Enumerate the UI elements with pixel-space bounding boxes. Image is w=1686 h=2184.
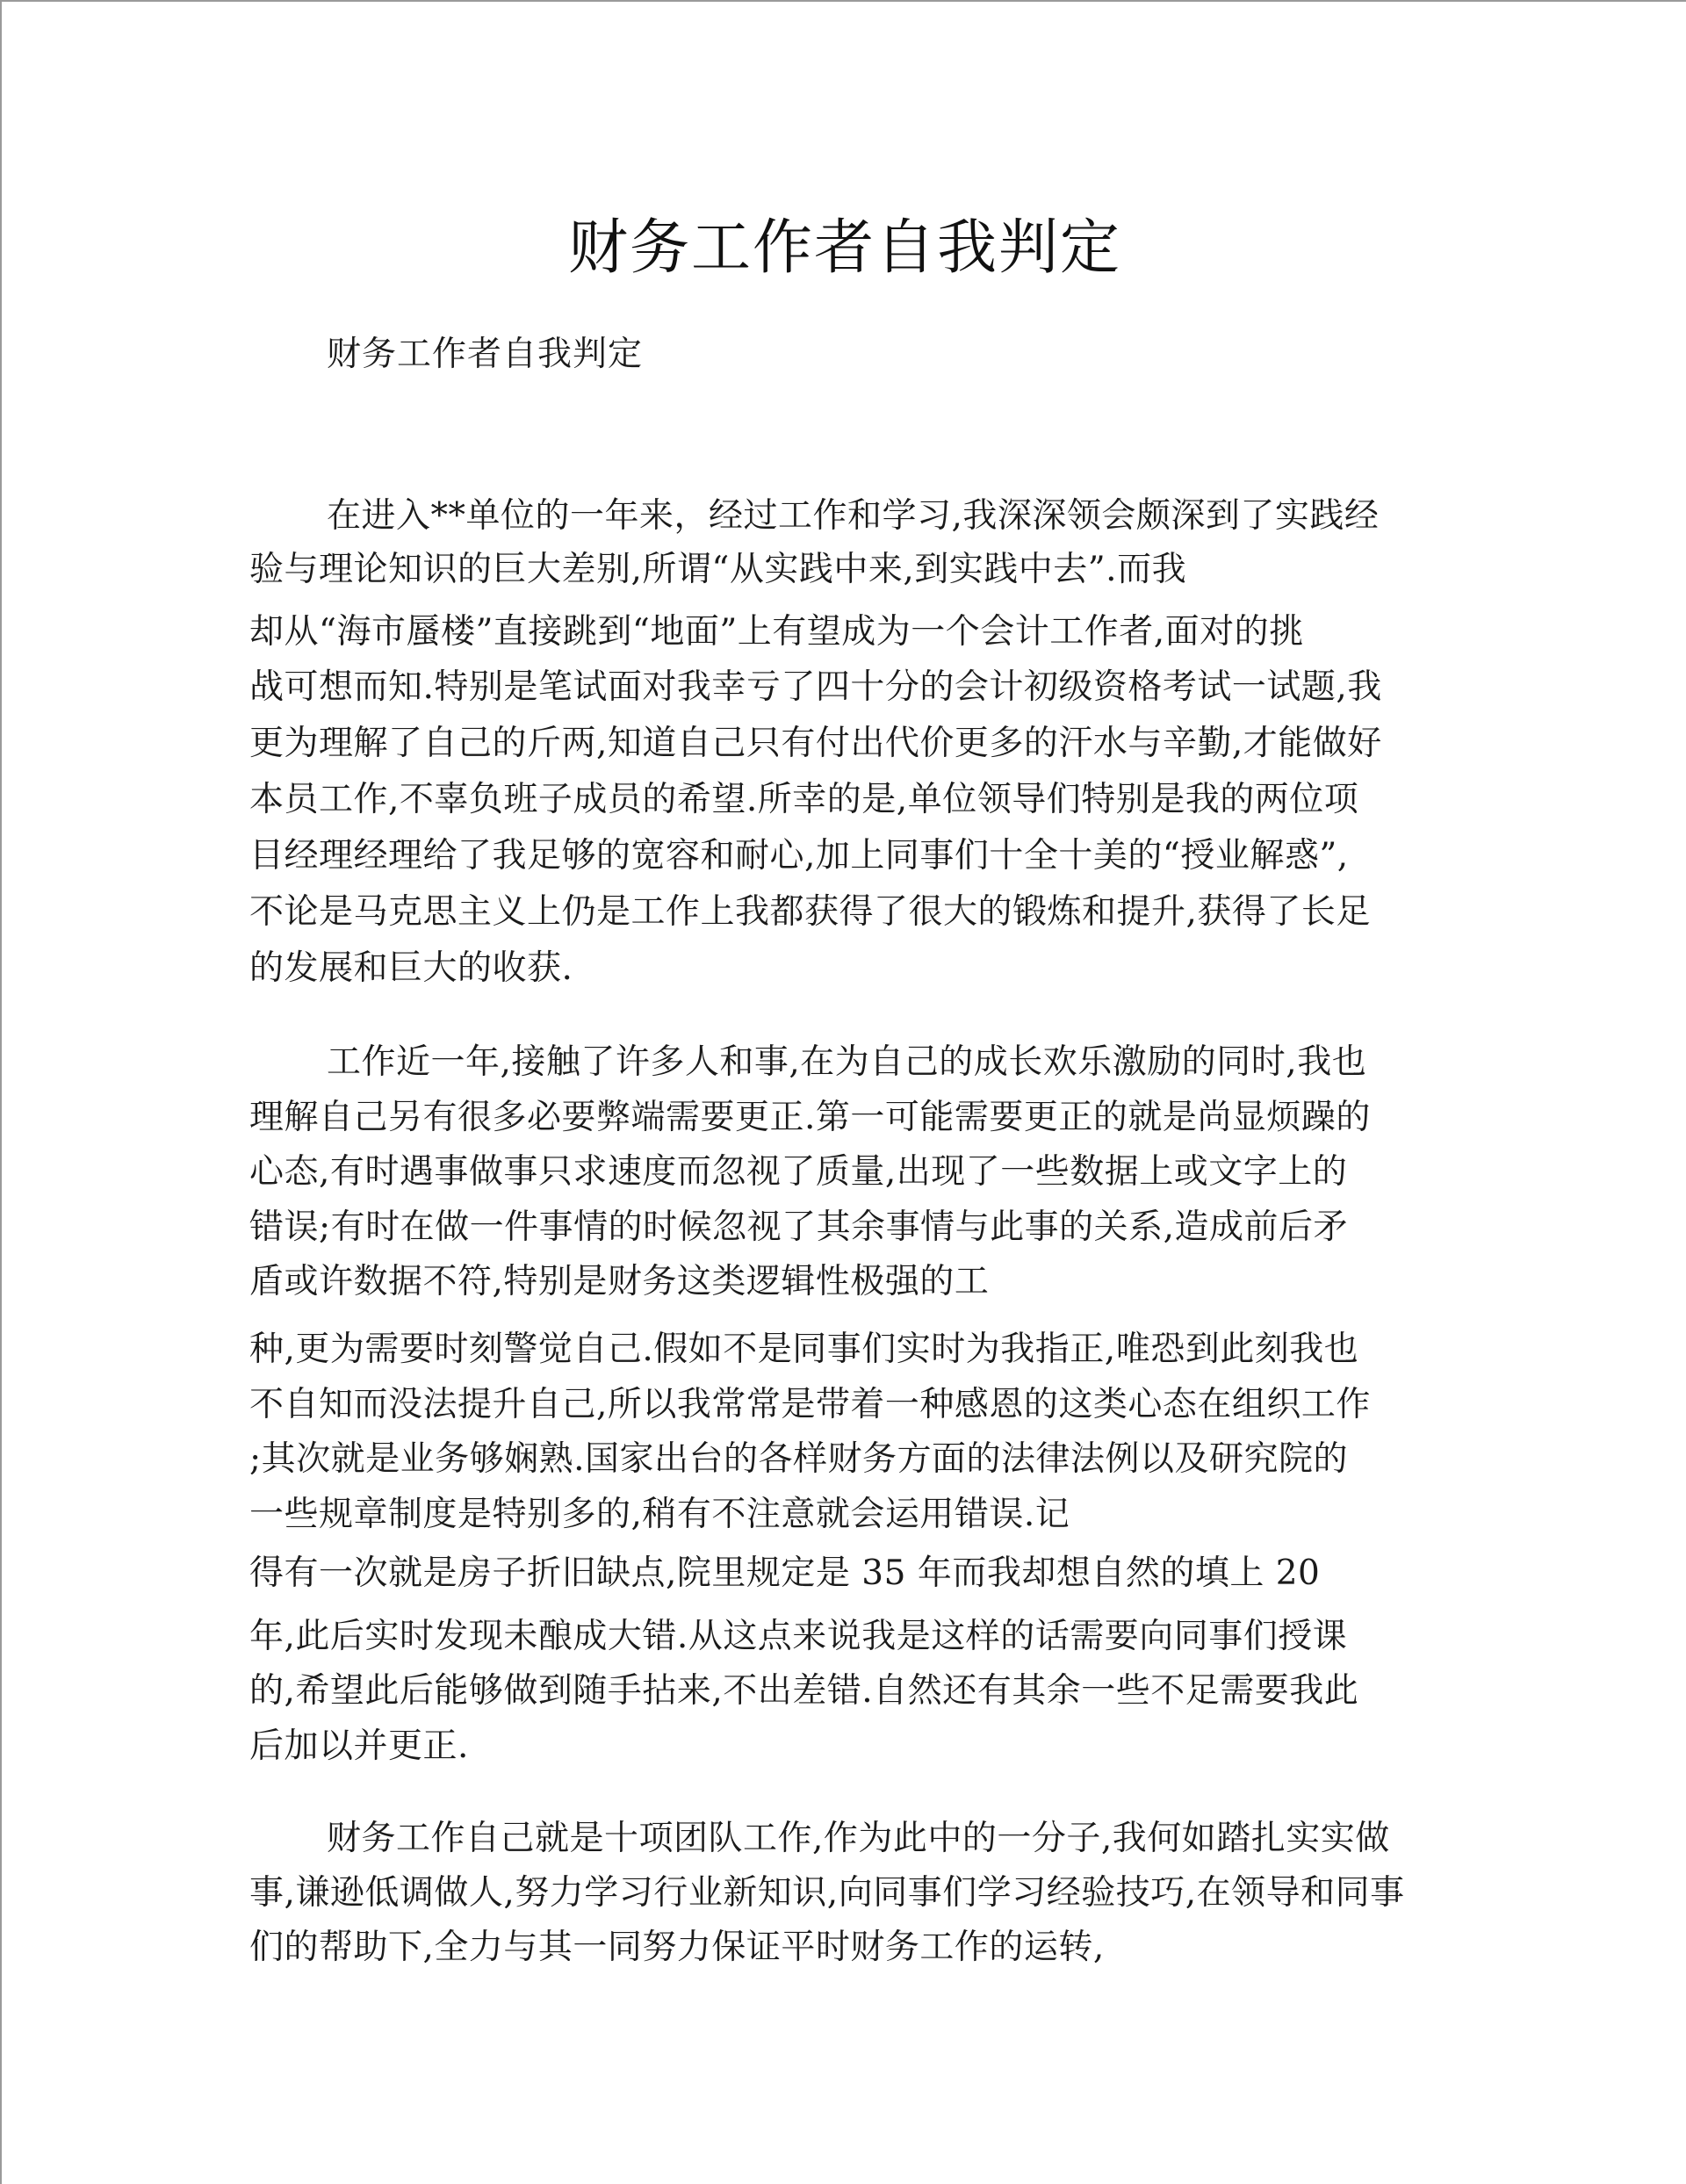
paragraph-line: 不论是马克思主义上仍是工作上我都获得了很大的锻炼和提升,获得了长足 [249,892,1371,932]
paragraph-line: 更为理解了自己的斤两,知道自己只有付出代价更多的汗水与辛勤,才能做好 [249,724,1382,763]
paragraph-line: 不自知而没法提升自己,所以我常常是带着一种感恩的这类心态在组织工作 [249,1385,1371,1424]
paragraph-line: 心态,有时遇事做事只求速度而忽视了质量,出现了一些数据上或文字上的 [249,1152,1348,1192]
document-subtitle: 财务工作者自我判定 [327,335,644,374]
paragraph-line: 的,希望此后能够做到随手拈来,不出差错.自然还有其余一些不足需要我此 [249,1671,1359,1711]
paragraph-line: 们的帮助下,全力与其一同努力保证平时财务工作的运转, [249,1928,1105,1967]
paragraph-line: 却从“海市蜃楼”直接跳到“地面”上有望成为一个会计工作者,面对的挑 [249,612,1304,652]
paragraph-line: 战可想而知.特别是笔试面对我幸亏了四十分的会计初级资格考试一试题,我 [249,667,1382,707]
paragraph-line: 理解自己另有很多必要弊端需要更正.第一可能需要更正的就是尚显烦躁的 [249,1098,1371,1137]
paragraph-line: 在进入**单位的一年来，经过工作和学习,我深深领会颇深到了实践经 [327,496,1380,536]
paragraph-line: 一些规章制度是特别多的,稍有不注意就会运用错误.记 [249,1495,1070,1534]
paragraph-line: 本员工作,不辜负班子成员的希望.所幸的是,单位领导们特别是我的两位项 [249,780,1359,819]
paragraph-line: 财务工作自己就是十项团队工作,作为此中的一分子,我何如踏扎实实做 [327,1819,1390,1858]
paragraph-line: 盾或许数据不符,特别是财务这类逻辑性极强的工 [249,1262,990,1301]
paragraph-line: 得有一次就是房子折旧缺点,院里规定是 35 年而我却想自然的填上 20 [249,1553,1321,1593]
paragraph-line: 的发展和巨大的收获. [249,948,573,988]
paragraph-line: 后加以并更正. [249,1726,469,1766]
paragraph-line: 事,谦逊低调做人,努力学习行业新知识,向同事们学习经验技巧,在领导和同事 [249,1873,1405,1913]
document-title: 财务工作者自我判定 [567,213,1121,283]
paragraph-line: 目经理经理给了我足够的宽容和耐心,加上同事们十全十美的“授业解惑”, [249,836,1349,876]
paragraph-line: ;其次就是业务够娴熟.国家出台的各样财务方面的法律法例以及研究院的 [249,1439,1349,1479]
paragraph-line: 错误;有时在做一件事情的时候忽视了其余事情与此事的关系,造成前后矛 [249,1207,1349,1247]
paragraph-line: 工作近一年,接触了许多人和事,在为自己的成长欢乐激励的同时,我也 [327,1042,1367,1082]
paragraph-line: 年,此后实时发现未酿成大错.从这点来说我是这样的话需要向同事们授课 [249,1617,1348,1656]
paragraph-line: 种,更为需要时刻警觉自己.假如不是同事们实时为我指正,唯恐到此刻我也 [249,1330,1359,1369]
paragraph-line: 验与理论知识的巨大差别,所谓“从实践中来,到实践中去”.而我 [249,550,1187,589]
